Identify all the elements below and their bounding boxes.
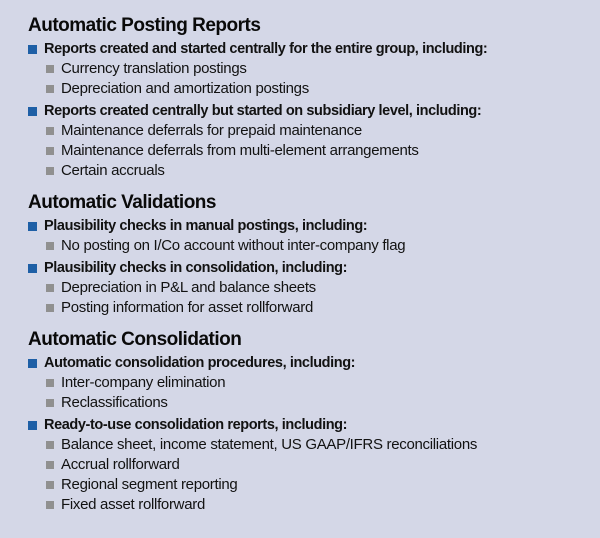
list-item-label: Reports created and started centrally for the entire group, including: — [44, 41, 488, 57]
section-automatic-consolidation — [28, 329, 574, 515]
list-item-level2 — [28, 298, 574, 318]
list-item-label: Ready-to-use consolidation reports, including: — [44, 417, 348, 433]
gray-square-bullet-icon — [46, 167, 54, 175]
section-title: Automatic Consolidation — [28, 329, 242, 350]
section-title: Automatic Validations — [28, 192, 216, 213]
list-item-label: Accrual rollforward — [61, 456, 180, 473]
list-item-level1 — [28, 353, 574, 373]
list-item-level2 — [28, 141, 574, 161]
list-item-label: No posting on I/Co account without inter-company flag — [61, 237, 406, 254]
gray-square-bullet-icon — [46, 65, 54, 73]
list-item-label: Inter-company elimination — [61, 374, 226, 391]
gray-square-bullet-icon — [46, 147, 54, 155]
list-item-label: Reclassifications — [61, 394, 168, 411]
list-item-label: Regional segment reporting — [61, 476, 238, 493]
list-item-level2 — [28, 475, 574, 495]
gray-square-bullet-icon — [46, 85, 54, 93]
section-title: Automatic Posting Reports — [28, 15, 261, 36]
list-item-label: Maintenance deferrals from multi-element arrangements — [61, 142, 419, 159]
list-item-level1 — [28, 216, 574, 236]
list-item-level2 — [28, 121, 574, 141]
list-item-level2 — [28, 373, 574, 393]
list-item-label: Certain accruals — [61, 162, 165, 179]
list-item-label: Plausibility checks in consolidation, including: — [44, 260, 348, 276]
list-item-label: Reports created centrally but started on subsidiary level, including: — [44, 103, 482, 119]
list-item-label: Maintenance deferrals for prepaid maintenance — [61, 122, 362, 139]
list-item-level2 — [28, 435, 574, 455]
list-item-label: Depreciation and amortization postings — [61, 80, 309, 97]
gray-square-bullet-icon — [46, 242, 54, 250]
blue-square-bullet-icon — [28, 359, 37, 368]
list-item-label: Posting information for asset rollforward — [61, 299, 313, 316]
list-item-level1 — [28, 258, 574, 278]
blue-square-bullet-icon — [28, 222, 37, 231]
list-item-level2 — [28, 278, 574, 298]
list-item-level2 — [28, 393, 574, 413]
list-item-level1 — [28, 39, 574, 59]
blue-square-bullet-icon — [28, 107, 37, 116]
gray-square-bullet-icon — [46, 127, 54, 135]
list-item-label: Balance sheet, income statement, US GAAP/IFRS reconciliations — [61, 436, 478, 453]
blue-square-bullet-icon — [28, 264, 37, 273]
list-item-label: Fixed asset rollforward — [61, 496, 205, 513]
list-item-level2 — [28, 236, 574, 256]
blue-square-bullet-icon — [28, 45, 37, 54]
list-item-label: Plausibility checks in manual postings, including: — [44, 218, 368, 234]
gray-square-bullet-icon — [46, 461, 54, 469]
blue-square-bullet-icon — [28, 421, 37, 430]
gray-square-bullet-icon — [46, 501, 54, 509]
gray-square-bullet-icon — [46, 399, 54, 407]
gray-square-bullet-icon — [46, 481, 54, 489]
list-item-level2 — [28, 59, 574, 79]
gray-square-bullet-icon — [46, 284, 54, 292]
list-item-level2 — [28, 161, 574, 181]
list-item-label: Automatic consolidation procedures, including: — [44, 355, 356, 371]
list-item-label: Currency translation postings — [61, 60, 247, 77]
section-automatic-validations — [28, 192, 574, 318]
gray-square-bullet-icon — [46, 441, 54, 449]
section-automatic-posting-reports — [28, 15, 574, 181]
list-item-level1 — [28, 101, 574, 121]
gray-square-bullet-icon — [46, 379, 54, 387]
gray-square-bullet-icon — [46, 304, 54, 312]
list-item-level2 — [28, 79, 574, 99]
list-item-level2 — [28, 495, 574, 515]
list-item-label: Depreciation in P&L and balance sheets — [61, 279, 316, 296]
list-item-level1 — [28, 415, 574, 435]
list-item-level2 — [28, 455, 574, 475]
